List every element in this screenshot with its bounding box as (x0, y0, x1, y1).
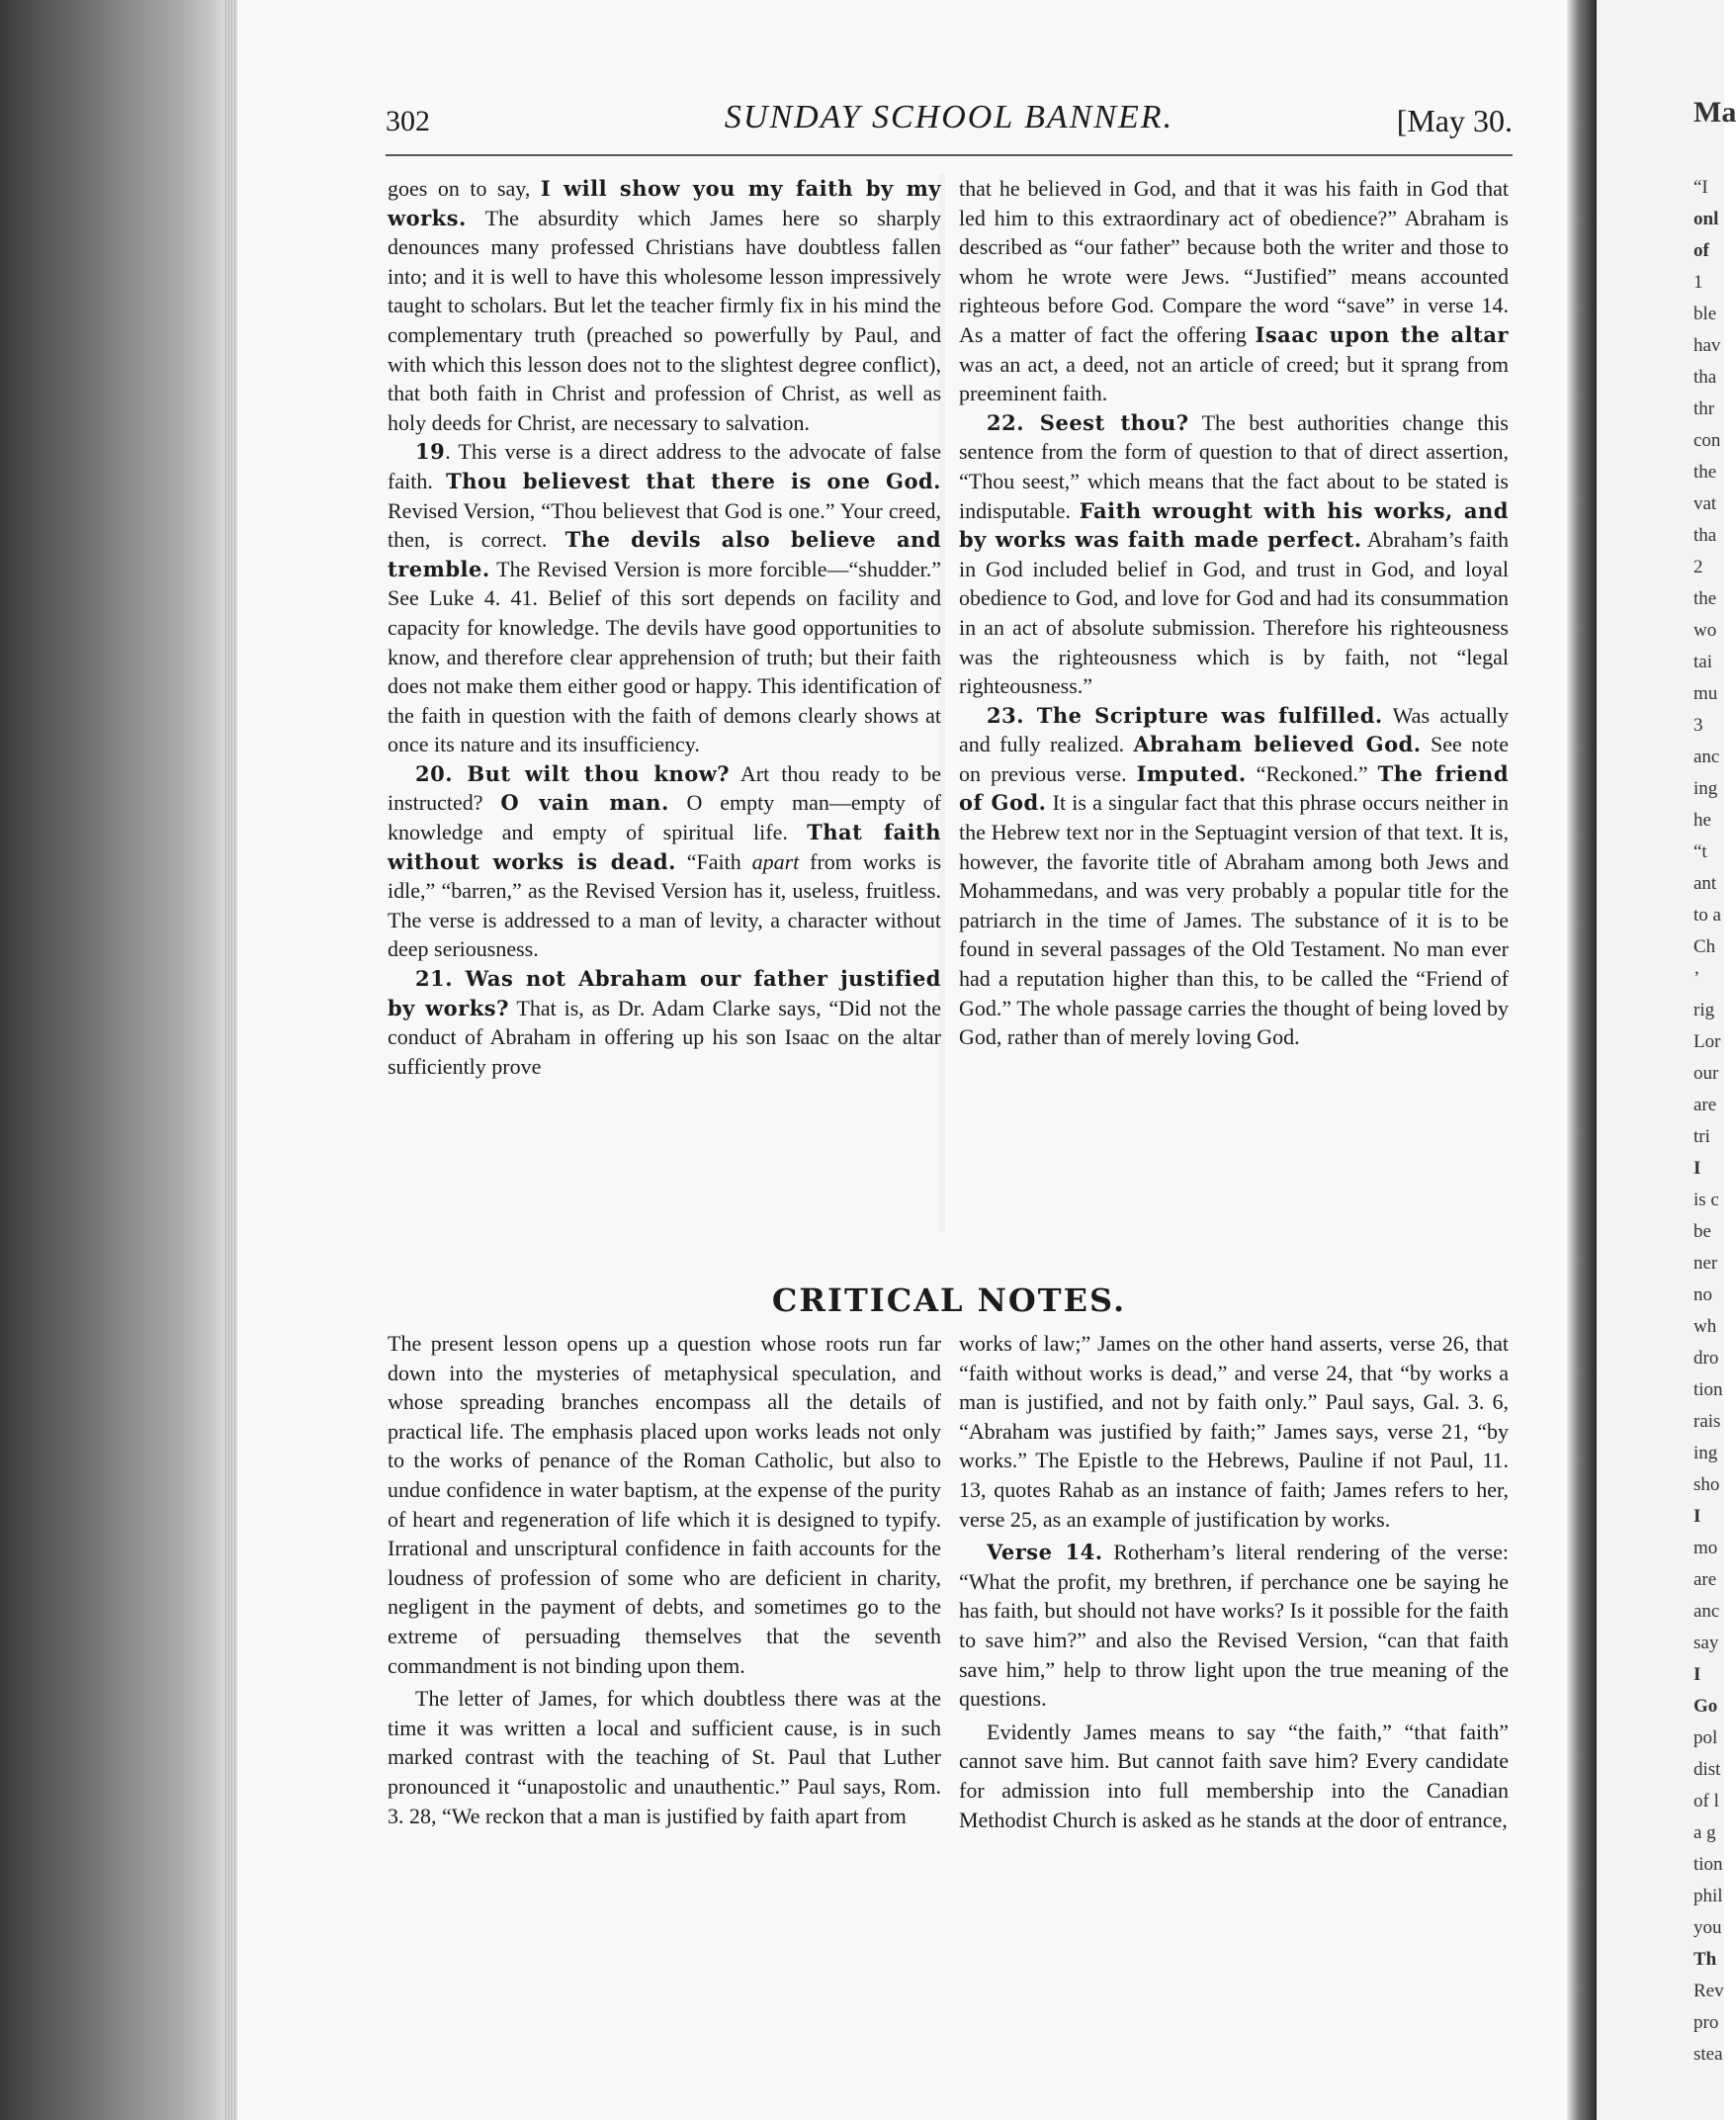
text-run: that he believed in God, and that it was his faith in God that led him to this extraordinary act of obedience?” Abraham is described as “our father” because both the writer and those to whom he wrote were Jews. “Justified” means accounted righteous before God. Compare the word “save” in verse 14. As a matter of fact the offering (959, 176, 1509, 347)
text-run: Abraham’s faith in God included belief in God, and trust in God, and loyal obedience to God, and love for God and had its consummation in an act of absolute submission. Therefore his righteousness was the righteousness which is by faith, not “legal righteousness.” (959, 527, 1509, 699)
next-page-text-fragment: ing (1693, 778, 1718, 799)
italic-phrase: apart (751, 848, 800, 874)
next-page-text-fragment: I (1693, 1158, 1701, 1179)
book-gutter (1567, 0, 1597, 2120)
next-page-text-fragment: pol (1693, 1727, 1718, 1748)
next-page-text-fragment: phil (1693, 1886, 1723, 1906)
text-run: “Faith (675, 848, 752, 874)
paragraph (959, 1718, 1509, 1834)
paragraph (959, 701, 1509, 1052)
page-edges (225, 0, 237, 2120)
paragraph (959, 1329, 1509, 1534)
next-page-text-fragment: the (1693, 588, 1717, 609)
next-page-text-fragment: be (1693, 1221, 1711, 1242)
bold-phrase: Verse 14. (987, 1540, 1103, 1565)
paragraph (388, 1684, 941, 1830)
text-run: works of law;” James on the other hand asserts, verse 26, that “faith without works is dead,” and verse 24, that “by works a man is justified, and not by faith only.” Paul says, Gal. 3. 6, “Abraham was justified by faith;” James says, verse 21, “by works.” The Epistle to the Hebrews, Pauline if not Paul, 11. 13, quotes Rahab as an instance of faith; James refers to her, verse 25, as an example of justification by works. (959, 1331, 1509, 1532)
text-run: Revised Version, “Thou believest that God is one.” Your creed, then, is correct. (388, 497, 941, 553)
next-page-text-fragment: rig (1693, 1000, 1715, 1020)
page-header (386, 99, 1513, 142)
text-run: Art thou ready to be instructed? (388, 760, 941, 816)
bold-phrase: 23. The Scripture was fulfilled. (987, 702, 1383, 728)
next-page-text-fragment: 1 (1693, 272, 1703, 293)
paragraph (388, 759, 941, 964)
next-page-text-fragment: dist (1693, 1759, 1721, 1780)
next-page-text-fragment: he (1693, 810, 1711, 831)
next-page-text-fragment: sho (1693, 1474, 1720, 1495)
page-number: 302 (386, 105, 430, 137)
bold-phrase: The friend of God. (959, 760, 1509, 816)
next-page-text-fragment: no (1693, 1284, 1712, 1305)
paragraph (388, 174, 941, 437)
next-page-text-fragment: Th (1693, 1949, 1717, 1970)
next-page-text-fragment: hav (1693, 335, 1721, 356)
text-run: The present lesson opens up a question whose roots run far down into the mysteries of metaphysical speculation, and whose spreading branches encompass all the details of practical life. The emphasis placed upon works leads not only to the works of penance of the Roman Catholic, but also to undue confidence in water baptism, at the expense of the purity of heart and regeneration of life which it is designed to typify. Irrational and unscriptural confidence in faith accounts for the loudness of profession of some who are deficient in charity, negligent in the payment of debts, and sometimes go to the extreme of persuading themselves that the seventh commandment is not binding upon them. (388, 1331, 941, 1678)
next-page-text-fragment: ing (1693, 1443, 1718, 1463)
text-run: “Reckoned.” (1246, 760, 1378, 786)
text-run: The Revised Version is more forcible—“shudder.” See Luke 4. 41. Belief of this sort depends on facility and capacity for knowledge. The devils have good opportunities to know, and therefore clear apprehension of truth; but their faith does not make them either good or happy. This identification of the faith in question with the faith of demons clearly shows at once its nature and its insufficiency. (388, 556, 941, 757)
next-page-text-fragment: tai (1693, 652, 1712, 672)
text-run: The absurdity which James here so sharply denounces many professed Christians have doubtless fallen into; and it is well to have this wholesome lesson impressively taught to scholars. But let the teacher firmly fix in his mind the complementary truth (preached so powerfully by Paul, and with which this lesson does not to the slightest degree conflict), that both faith in Christ and profession of Christ, as well as holy deeds for Christ, are necessary to salvation. (388, 205, 941, 435)
next-page-text-fragment: wh (1693, 1316, 1717, 1337)
text-run: Rotherham’s literal rendering of the verse: “What the profit, my brethren, if perchance one be saying he has faith, but should not have works? Is it possible for the faith to save him?” and also the Revised Version, “can that faith save him,” help to throw light upon the true meaning of the questions. (959, 1540, 1509, 1712)
bold-phrase: 20. But wilt thou know? (415, 760, 731, 786)
bold-phrase: The devils also believe and tremble. (388, 527, 942, 581)
header-rule (386, 154, 1513, 156)
text-run: goes on to say, (388, 176, 541, 201)
paragraph (388, 964, 941, 1081)
next-page-text-fragment: “t (1693, 841, 1707, 862)
next-page-text-fragment: the (1693, 462, 1717, 483)
next-page-text-fragment: Lor (1693, 1031, 1721, 1052)
scan-binding-shadow (0, 0, 232, 2120)
next-page-text-fragment: tion (1693, 1854, 1723, 1875)
next-page-text-fragment: I (1693, 1664, 1701, 1685)
bold-phrase: I will show you my faith by my works. (388, 176, 941, 230)
text-run: Was actually and fully realized. (959, 702, 1510, 757)
next-page-text-fragment: Go (1693, 1696, 1718, 1717)
text-run: . This verse is a direct address to the advocate of false faith. (388, 439, 941, 493)
next-page-text-fragment: tion (1693, 1379, 1723, 1400)
next-page-text-fragment: of l (1693, 1791, 1719, 1811)
text-run: The letter of James, for which doubtless there was at the time it was written a local and sufficient cause, is in such marked contrast with the teaching of St. Paul that Luther pronounced it “unapostolic and unauthentic.” Paul says, Rom. 3. 28, “We reckon that a man is justified by faith apart from (388, 1686, 941, 1828)
next-page-text-fragment: is c (1693, 1190, 1719, 1210)
text-run: O empty man—empty of knowledge and empty of spiritual life. (388, 790, 941, 845)
bold-phrase: That faith without works is dead. (388, 820, 941, 874)
critical-notes-heading: CRITICAL NOTES. (771, 1281, 1127, 1319)
next-page-text-fragment: ble (1693, 304, 1717, 324)
next-page-text-fragment: ’ (1693, 968, 1700, 989)
next-page-text-fragment: our (1693, 1063, 1719, 1084)
next-page-text-fragment: you (1693, 1917, 1722, 1938)
next-page-text-fragment: con (1693, 430, 1721, 451)
paragraph (959, 408, 1509, 701)
paragraph (959, 174, 1509, 408)
issue-date: [May 30. (1396, 103, 1513, 138)
next-page-text-fragment: Ch (1693, 936, 1716, 957)
next-page-text-fragment: mo (1693, 1538, 1718, 1558)
next-page-text-fragment: ner (1693, 1253, 1718, 1274)
text-run: That is, as Dr. Adam Clarke says, “Did not the conduct of Abraham in offering up his son Isaac on the altar sufficiently prove (388, 995, 941, 1079)
next-page-text-fragment: of (1693, 240, 1709, 261)
text-run: See note on previous verse. (959, 732, 1509, 786)
bold-phrase: 21. Was not Abraham our father justified by works? (388, 966, 941, 1020)
bold-phrase: Faith wrought with his works, and by works was faith made perfect. (959, 497, 1509, 553)
bold-phrase: O vain man. (500, 790, 669, 816)
next-page-text-fragment: anc (1693, 1601, 1720, 1622)
next-page-text-fragment: dro (1693, 1348, 1719, 1369)
critical-column-2 (959, 1329, 1509, 1838)
text-run: The best authorities change this sentence from the form of question to that of direct assertion, “Thou seest,” which means that the fact about to be stated is indisputable. (959, 409, 1509, 523)
next-page-text-fragment: I (1693, 1506, 1701, 1527)
next-page-text-fragment: anc (1693, 747, 1720, 767)
next-page-text-fragment: onl (1693, 209, 1719, 229)
next-page-text-fragment: mu (1693, 683, 1718, 704)
next-page-text-fragment: 2 (1693, 557, 1703, 577)
text-run: It is a singular fact that this phrase occurs neither in the Hebrew text nor in the Septuagint version of that text. It is, however, the favorite title of Abraham among both Jews and Mohammedans, and was very probably a popular title for the patriarch in the time of James. The substance of it is to be found in several passages of the Old Testament. No man ever had a reputation higher than this, to be called the “Friend of God.” The whole passage carries the thought of being loved by God, rather than of merely loving God. (959, 790, 1509, 1050)
next-page-text-fragment: stea (1693, 2044, 1723, 2065)
next-page-text-fragment: are (1693, 1569, 1717, 1590)
next-page-text-fragment: are (1693, 1095, 1717, 1115)
paragraph (959, 1538, 1509, 1714)
bold-phrase: Thou believest that there is one God. (446, 468, 941, 493)
next-page-text-fragment: vat (1693, 493, 1717, 514)
critical-column-1 (388, 1329, 941, 1834)
notes-column-2 (959, 174, 1509, 1052)
next-page-text-fragment: say (1693, 1633, 1719, 1653)
text-run: Evidently James means to say “the faith,” “that faith” cannot save him. But cannot faith save him? Every candidate for admission into full membership into the Canadian Methodist Church is asked as he stands at the door of entrance, (959, 1719, 1509, 1832)
paragraph (388, 1329, 941, 1680)
text-run: was an act, a deed, not an article of creed; but it sprang from preeminent faith. (959, 351, 1509, 406)
next-page-text-fragment: “I (1693, 177, 1708, 198)
next-page-text-fragment: wo (1693, 620, 1717, 641)
next-page-text-fragment: pro (1693, 2012, 1719, 2033)
bold-phrase: 19 (415, 439, 446, 465)
next-page-text-fragment: tha (1693, 525, 1717, 546)
next-page-fragment (1597, 0, 1736, 2120)
bold-phrase: 22. Seest thou? (987, 409, 1189, 435)
next-page-text-fragment: tri (1693, 1126, 1710, 1147)
text-run: from works is idle,” “barren,” as the Revised Version has it, useless, fruitless. The verse is addressed to a man of levity, a character without deep seriousness. (388, 848, 942, 962)
next-page-text-fragment: rais (1693, 1411, 1721, 1432)
bold-phrase: Imputed. (1136, 760, 1247, 786)
bold-phrase: Isaac upon the altar (1255, 321, 1509, 347)
next-page-text-fragment: to a (1693, 905, 1721, 926)
next-page-text-fragment: Ma (1693, 96, 1736, 129)
running-title: SUNDAY SCHOOL BANNER. (724, 99, 1174, 135)
notes-column-1 (388, 174, 941, 1081)
next-page-text-fragment: ant (1693, 873, 1717, 894)
next-page-text-fragment: tha (1693, 367, 1717, 388)
next-page-text-fragment: a g (1693, 1822, 1716, 1843)
next-page-text-fragment: 3 (1693, 715, 1703, 736)
bold-phrase: Abraham believed God. (1133, 732, 1422, 757)
paragraph (388, 437, 941, 759)
next-page-text-fragment: Rev (1693, 1981, 1724, 2001)
next-page-text-fragment: thr (1693, 398, 1715, 419)
